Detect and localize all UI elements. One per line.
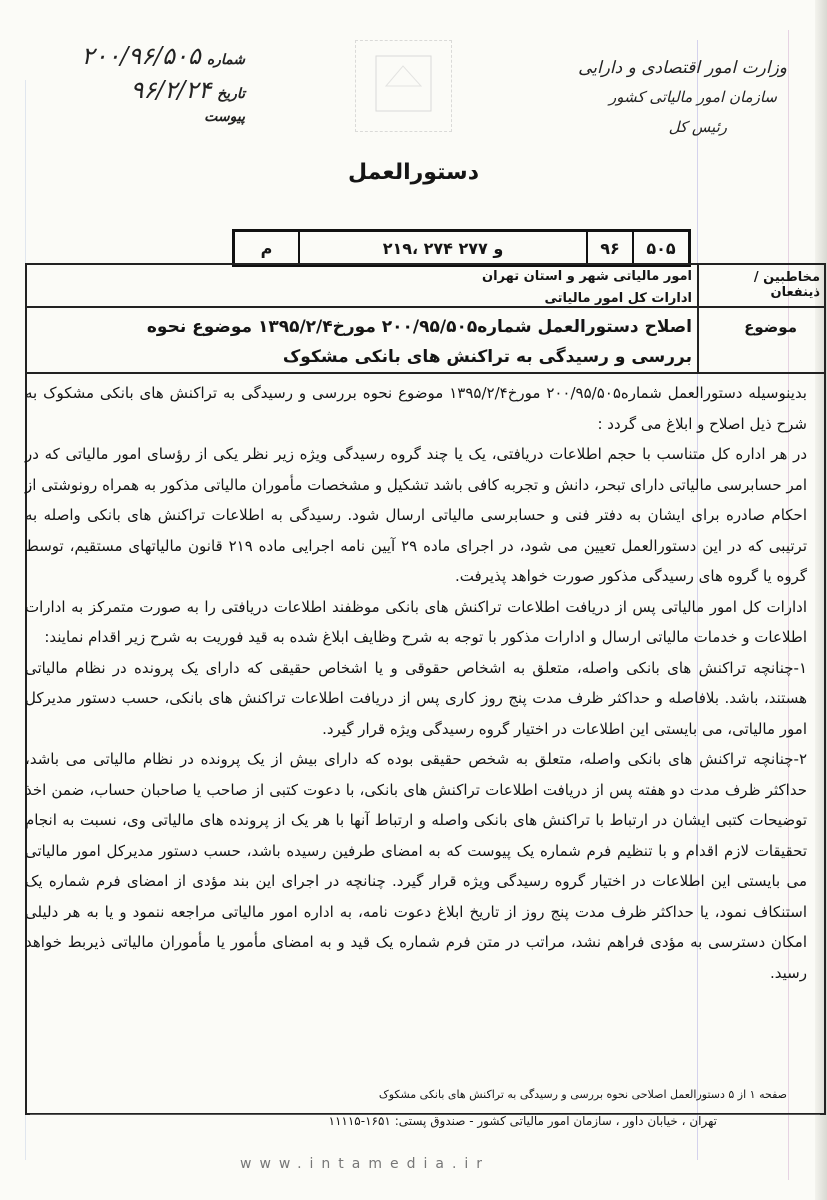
emblem-stamp: [355, 40, 452, 132]
page-footer: صفحه ۱ از ۵ دستورالعمل اصلاحی نحوه بررسی و رسیدگی به تراکنش های بانکی مشکوک: [378, 1088, 787, 1101]
number-label: شماره: [206, 52, 245, 68]
paragraph: بدینوسیله دستورالعمل شماره۲۰۰/۹۵/۵۰۵ مورخ۱۳۹۵/۲/۴ موضوع نحوه بررسی و رسیدگی به تراکنش های بانکی مشکوک به شرح ذیل اصلاح و ابلاغ می گردد :: [25, 384, 807, 433]
ref-code: ۵۰۵: [632, 232, 688, 264]
recipients-list: [132, 266, 692, 310]
head-title: رئیس کل: [668, 118, 727, 136]
divider: [25, 372, 824, 374]
recipient-item: ادارات کل امور مالیاتی: [544, 291, 692, 306]
reference-table: [232, 229, 691, 267]
organization-name: سازمان امور مالیاتی کشور: [609, 88, 777, 106]
website-link[interactable]: www.intamedia.ir: [240, 1156, 491, 1172]
subject-label: موضوع: [744, 318, 797, 336]
emblem-icon: [356, 41, 451, 131]
paragraph: ادارات کل امور مالیاتی پس از دریافت اطلاعات تراکنش های بانکی موظفند اطلاعات دریافتی را به صورت متمرکز به ادارات اطلاعات و خدمات مالیاتی ارسال و ادارات مذکور با توجه به شرح وظایف ابلاغ شده به قید فوریت به شرح زیر اقدام نمایند:: [25, 597, 807, 646]
paragraph: ۱-چنانچه تراکنش های بانکی واصله، متعلق به اشخاص حقوقی و یا اشخاص حقیقی که دارای یک پرونده در نظام مالیاتی هستند، باشد. بلافاصله و حداکثر ظرف مدت پنج روز کاری پس از دریافت اطلاعات تراکنش های بانکی، حسب دستور مدیرکل امور مالیاتی، می بایستی این اطلاعات در اختیار گروه رسیدگی ویژه قرار گیرد.: [25, 658, 807, 738]
ref-year: ۹۶: [586, 232, 632, 264]
recipient-item: امور مالیاتی شهر و استان تهران: [482, 269, 692, 284]
ministry-name: وزارت امور اقتصادی و دارایی: [578, 58, 787, 78]
footer-address: تهران ، خیابان داور ، سازمان امور مالیاتی کشور - صندوق پستی: ۱۶۵۱-۱۱۱۱۵: [328, 1114, 717, 1128]
ref-mark: م: [260, 238, 273, 258]
ref-articles: ۲۱۹، ۲۷۴ و ۲۷۷: [298, 232, 586, 264]
recipients-label: مخاطبین / ذینفعان: [753, 270, 820, 300]
number-value: ۲۰۰/۹۶/۵۰۵: [81, 42, 201, 70]
page-title: دستورالعمل: [348, 160, 479, 185]
subject-text: اصلاح دستورالعمل شماره۲۰۰/۹۵/۵۰۵ مورخ۱۳۹۵/۲/۴ موضوع نحوه بررسی و رسیدگی به تراکنش های بانکی مشکوک: [146, 317, 692, 367]
date-label: تاریخ: [217, 86, 245, 102]
body-text: [25, 378, 807, 988]
attachment-label: پیوست: [204, 109, 245, 125]
paragraph: در هر اداره کل متناسب با حجم اطلاعات دریافتی، یک یا چند گروه رسیدگی ویژه زیر نظر یکی از رؤسای امور مالیاتی که در امر حسابرسی مالیاتی دارای تبحر، دانش و تجربه کافی باشد تشکیل و مشخصات مأموران مالیاتی مذکور به همراه رونوشتی از احکام صادره برای ایشان به دفتر فنی و حسابرسی مالیاتی ارسال شود. رسیدگی به اطلاعات تراکنش های بانکی واصله به ترتیبی که در این دستورالعمل تعیین می شود، در اجرای ماده ۲۹ آیین نامه اجرایی ماده ۲۱۹ قانون مالیاتهای مستقیم، توسط گروه یا گروه های رسیدگی مذکور صورت خواهد پذیرفت.: [25, 445, 807, 585]
date-value: ۹۶/۲/۲۴: [130, 76, 212, 104]
letter-meta: [80, 42, 245, 125]
paragraph: ۲-چنانچه تراکنش های بانکی واصله، متعلق به شخص حقیقی بوده که دارای بیش از یک پرونده در نظام مالیاتی می باشد، حداکثر ظرف مدت دو هفته پس از دریافت اطلاعات تراکنش های بانکی، با دعوت کتبی از صاحب یا صاحبان حساب، ضمن اخذ توضیحات کتبی ایشان در ارتباط با تراکنش های بانکی واصله و ارتباط آنها با هر یک از پرونده های مالیاتی وی، نسبت به انجام تحقیقات لازم اقدام و با تنظیم فرم شماره یک پیوست که به امضای طرفین رسیده باشد، حسب دستور مدیرکل امور مالیاتی می بایستی این اطلاعات در اختیار گروه رسیدگی ویژه قرار گیرد. چنانچه در اجرای این بند مؤدی از امضای فرم شماره یک استنکاف نمود، یا حداکثر ظرف مدت پنج روز از تاریخ ابلاغ دعوت نامه، به اداره امور مالیاتی مراجعه ننمود و یا به هر دلیلی امکان دسترسی به مؤدی فراهم نشد، مراتب در متن فرم شماره یک قید و به امضای مأمور یا مأموران مالیاتی ذیربط خواهد رسید.: [25, 750, 807, 982]
divider: [697, 263, 699, 374]
